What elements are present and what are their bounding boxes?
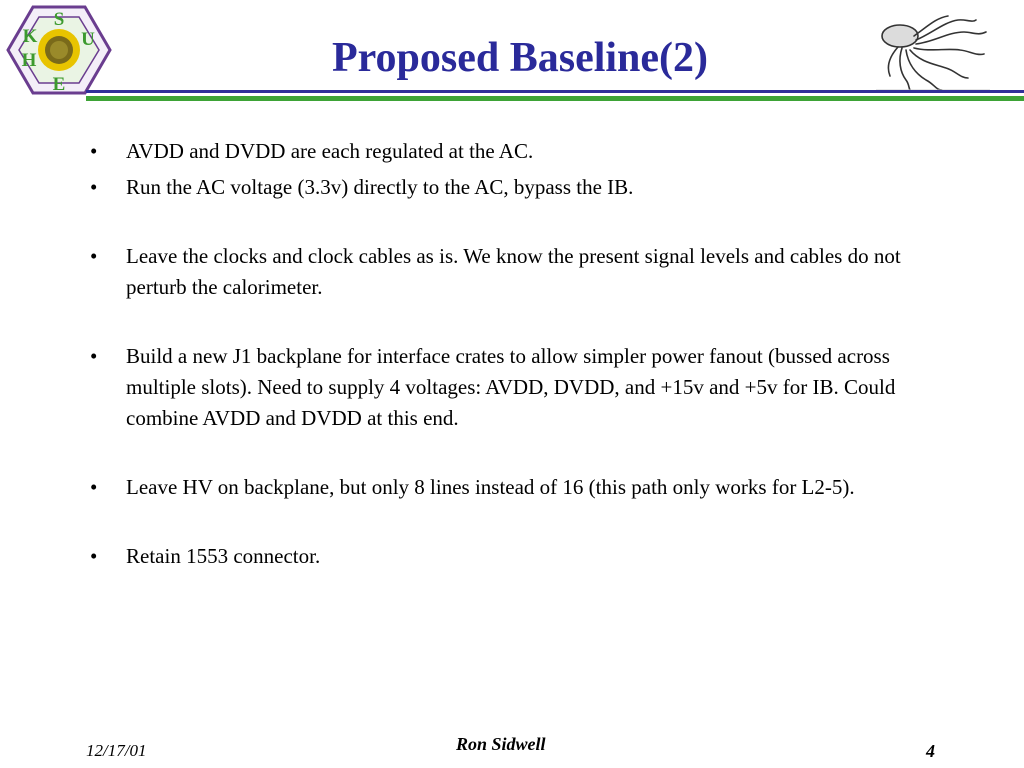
bullet-marker: • [90,175,98,199]
bullet-marker: • [90,475,98,499]
slide-title: Proposed Baseline(2) [331,35,709,81]
bullet-text: AVDD and DVDD are each regulated at the AC. [126,139,534,163]
bullet-marker: • [90,544,98,568]
bullet-marker: • [90,344,98,368]
bullet-item [90,172,950,203]
bullet-text: Run the AC voltage (3.3v) directly to the AC, bypass the IB. [126,175,634,199]
bullet-list [90,136,950,572]
bullet-marker: • [90,244,98,268]
logo-letter: E [52,74,66,95]
logo-letter: S [53,9,65,30]
bullet-marker: • [90,139,98,163]
header-rule-green [86,96,1024,101]
bullet-item [90,341,950,434]
bullet-item [90,541,950,572]
bullet-item [90,241,950,303]
bullet-text: Build a new J1 backplane for interface crates to allow simpler power fanout (bussed across multiple slots). Need to supply 4 voltages: AVDD, DVDD, and +15v and +5v for IB. Could combine AVDD and DVDD at this end. [126,344,896,430]
logo-letter: H [21,50,37,71]
bullet-text: Leave the clocks and clock cables as is. We know the present signal levels and cables do not perturb the calorimeter. [126,244,901,299]
bullet-text: Retain 1553 connector. [126,544,321,568]
page-number: 4 [926,741,935,761]
header-rule-blue [86,90,1024,93]
bullet-item [90,136,950,167]
octopus-logo [876,14,990,94]
logo-letter: K [22,26,38,47]
footer-author: Ron Sidwell [456,734,546,754]
bullet-text: Leave HV on backplane, but only 8 lines instead of 16 (this path only works for L2-5). [126,475,855,499]
sunflower-icon [38,29,80,71]
footer-date: 12/17/01 [86,741,147,760]
bullet-item [90,472,950,503]
logo-letter: U [81,29,95,50]
suhek-hexagon-logo [6,4,112,96]
